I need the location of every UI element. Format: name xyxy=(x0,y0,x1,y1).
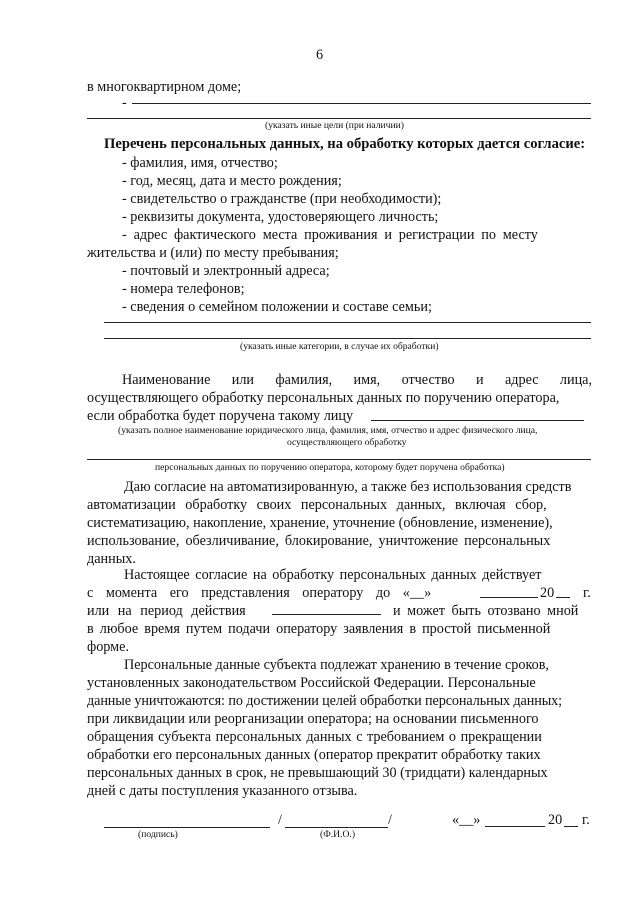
validity-line-4: в любое время путем подачи оператору заявления в простой письменной xyxy=(87,621,551,637)
operator-caption-2: осуществляющего обработку xyxy=(287,437,407,448)
categories-fill-line-2 xyxy=(104,338,591,339)
caption-fio: (Ф.И.О.) xyxy=(320,829,356,840)
storage-line: Персональные данные субъекта подлежат хранению в течение сроков, xyxy=(124,657,549,673)
storage-line: установленных законодательством Российской Федерации. Персональные xyxy=(87,675,536,691)
purpose-dash: - xyxy=(122,95,127,111)
consent-line: данных. xyxy=(87,551,136,567)
list-item: - реквизиты документа, удостоверяющего личность; xyxy=(122,209,439,225)
consent-text: автоматизации обработку своих персональных данных, включая сбор, xyxy=(87,497,547,513)
consent-line: Даю согласие на автоматизированную, а также без использования средств xyxy=(124,479,572,495)
personal-data-heading: Перечень персональных данных, на обработку которых дается согласие: xyxy=(104,136,586,152)
operator-line-2: осуществляющего обработку персональных данных по поручению оператора, xyxy=(87,390,560,406)
list-item: - фамилия, имя, отчество; xyxy=(122,155,278,171)
operator-word: и xyxy=(476,372,484,388)
purpose-fill-line-1 xyxy=(132,103,591,104)
list-item: - номера телефонов; xyxy=(122,281,245,297)
list-item: - адрес фактического места проживания и регистрации по месту xyxy=(122,227,538,243)
signature-year: 20 xyxy=(548,812,563,828)
caption-categories: (указать иные категории, в случае их обработки) xyxy=(240,341,439,352)
page-number: 6 xyxy=(316,47,324,63)
list-item: - свидетельство о гражданстве (при необходимости); xyxy=(122,191,442,207)
operator-word: адрес xyxy=(504,372,539,388)
validity-date-line xyxy=(480,597,538,598)
operator-word: лица, xyxy=(559,372,592,388)
operator-line-3: если обработка будет поручена такому лицу xyxy=(87,408,354,424)
validity-line-3a: или на период действия xyxy=(87,603,246,619)
consent-line: систематизацию, накопление, хранение, уточнение (обновление, изменение), xyxy=(87,515,553,531)
signature-year-line xyxy=(564,826,578,827)
purpose-fill-line-2 xyxy=(87,118,591,119)
signature-slash-2: / xyxy=(388,812,392,828)
signature-line xyxy=(104,827,270,828)
signature-g: г. xyxy=(582,812,590,828)
operator-fill-line-2 xyxy=(87,459,591,460)
validity-g: г. xyxy=(583,585,591,601)
signature-month-line xyxy=(485,826,545,827)
validity-line-2: с момента его представления оператору до «__» xyxy=(87,585,432,601)
signature-slash-1: / xyxy=(278,812,282,828)
validity-period-line xyxy=(272,614,381,615)
storage-line: данные уничтожаются: по достижении целей обработки персональных данных; xyxy=(87,693,563,709)
storage-line: при ликвидации или реорганизации оператора; на основании письменного xyxy=(87,711,539,727)
signature-date-quotes: «__» xyxy=(452,812,481,828)
operator-word: или xyxy=(231,372,255,388)
list-item: - год, месяц, дата и место рождения; xyxy=(122,173,342,189)
operator-line-1 xyxy=(122,371,592,389)
list-item: - сведения о семейном положении и составе семьи; xyxy=(122,299,432,315)
storage-line: обращения субъекта персональных данных с требованием о прекращении xyxy=(87,729,542,745)
fio-line xyxy=(285,827,388,828)
consent-line: использование, обезличивание, блокирование, уничтожение персональных xyxy=(87,533,551,549)
caption-purposes: (указать иные цели (при наличии) xyxy=(265,120,404,131)
validity-line-3b: и может быть отозвано мной xyxy=(393,603,579,619)
list-item: - почтовый и электронный адреса; xyxy=(122,263,330,279)
operator-caption-1: (указать полное наименование юридического лица, фамилия, имя, отчество и адрес физического лица, xyxy=(118,425,538,436)
storage-line: обработки его персональных данных (оператор прекратит обработку таких xyxy=(87,747,541,763)
validity-year-line xyxy=(556,597,570,598)
operator-word: отчество xyxy=(401,372,455,388)
categories-fill-line-1 xyxy=(104,322,591,323)
operator-word: фамилия, xyxy=(275,372,333,388)
validity-year: 20 xyxy=(540,585,555,601)
operator-caption-3: персональных данных по поручению оператора, которому будет поручена обработка) xyxy=(155,462,505,473)
consent-line xyxy=(87,496,592,514)
list-item: жительства и (или) по месту пребывания; xyxy=(87,245,339,261)
operator-fill-line xyxy=(371,420,584,421)
operator-word: Наименование xyxy=(122,372,211,388)
caption-signature: (подпись) xyxy=(138,829,178,840)
storage-line: персональных данных в срок, не превышающий 30 (тридцати) календарных xyxy=(87,765,548,781)
storage-line: дней с даты поступления указанного отзыва. xyxy=(87,783,358,799)
validity-line-5: форме. xyxy=(87,639,129,655)
validity-line-1: Настоящее согласие на обработку персональных данных действует xyxy=(124,567,542,583)
intro-line: в многоквартирном доме; xyxy=(87,79,242,95)
operator-word: имя, xyxy=(353,372,381,388)
